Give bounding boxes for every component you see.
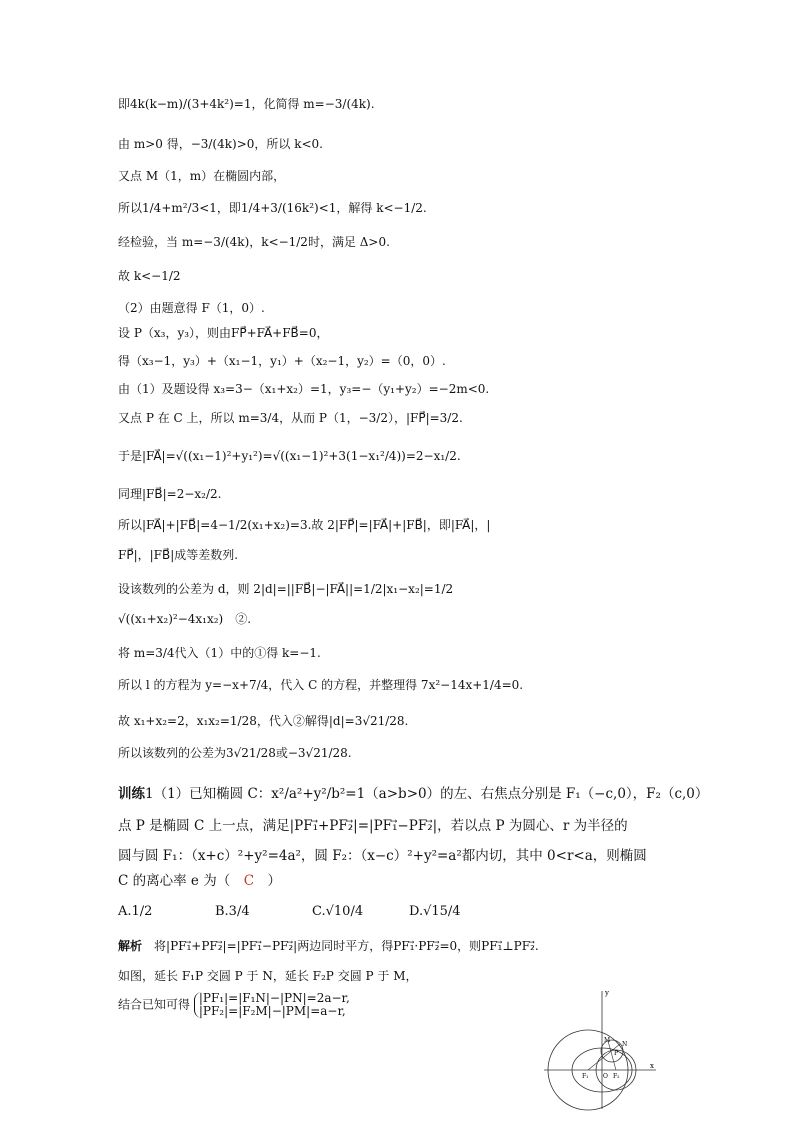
exercise-line-3: 圆与圆 F₁：（x+c）²+y²=4a²，圆 F₂：（x−c）²+y²=a²都内切，其中 0<r<a，则椭圆 [118,848,647,864]
case-brace [194,992,350,1018]
exercise-label: 训练 [118,786,145,802]
line-21: 所以该数列的公差为3√21/28或−3√21/28. [118,746,352,760]
line-19: 所以 l 的方程为 y=−x+7/4，代入 C 的方程，并整理得 7x²−14x+1/4=0. [118,678,524,692]
ellipse-circles-figure [540,985,660,1115]
label-x: x [650,1062,654,1070]
solution-line-3 [118,992,350,1018]
option-a: A.1/2 [118,904,153,919]
line-10: 由（1）及题设得 x₃=3−（x₁+x₂）=1，y₃=−（y₁+y₂）=−2m<0. [118,382,490,396]
exercise-text-4-end: ） [254,873,282,889]
line-12: 于是|FA⃗|=√((x₁−1)²+y₁²)=√((x₁−1)²+3(1−x₁²/4))=2−x₁/2. [118,449,461,463]
line-6: 故 k<−1/2 [118,269,181,283]
label-y: y [605,989,609,997]
exercise-line-1 [118,785,708,803]
label-f1: F₁ [582,1073,589,1080]
exercise-line-4 [118,872,281,890]
solution-text-3: 结合已知可得 [118,997,191,1012]
exercise-text-1: 1（1）已知椭圆 C：x²/a²+y²/b²=1（a>b>0）的左、右焦点分别是 F₁（−c,0），F₂（c,0） [145,786,709,802]
solution-text-1: 将|PF₁⃗+PF₂⃗|=|PF₁⃗−PF₂⃗|两边同时平方，得PF₁⃗·PF₂⃗=0，则PF₁⃗⊥PF₂⃗. [154,939,539,953]
exercise-text-4: C 的离心率 e 为（ [118,873,244,889]
option-d: D.√15/4 [409,904,461,919]
answer-letter: C [243,873,255,889]
line-18: 将 m=3/4代入（1）中的①得 k=−1. [118,646,321,660]
solution-line-2: 如图，延长 F₁P 交圆 P 于 N，延长 F₂P 交圆 P 于 M， [118,969,418,983]
line-4: 所以1/4+m²/3<1，即1/4+3/(16k²)<1，解得 k<−1/2. [118,201,427,215]
line-13: 同理|FB⃗|=2−x₂/2. [118,487,222,501]
label-m: M [604,1037,611,1044]
label-o: O [603,1073,608,1080]
solution-label: 解析 [118,939,143,953]
line-11: 又点 P 在 C 上，所以 m=3/4，从而 P（1，−3/2），|FP⃗|=3/2. [118,411,463,425]
label-f2: F₂ [613,1073,620,1080]
exercise-line-2: 点 P 是椭圆 C 上一点，满足|PF₁⃗+PF₂⃗|=|PF₁⃗−PF₂⃗|，若以点 P 为圆心、r 为半径的 [118,818,628,834]
line-5: 经检验，当 m=−3/(4k)，k<−1/2时，满足 Δ>0. [118,235,390,249]
case-line-2: |PF₂|=|F₂M|−|PM|=a−r, [198,1004,346,1018]
label-n: N [622,1041,628,1048]
line-16: 设该数列的公差为 d，则 2|d|=||FB⃗|−|FA⃗||=1/2|x₁−x₂|=1/2 [118,582,454,596]
option-b: B.3/4 [215,904,250,919]
option-c: C.√10/4 [312,904,364,919]
line-9: 得（x₃−1，y₃）+（x₁−1，y₁）+（x₂−1，y₂）=（0，0）. [118,354,446,368]
line-3: 又点 M（1，m）在椭圆内部， [118,169,286,183]
line-8: 设 P（x₃，y₃），则由FP⃗+FA⃗+FB⃗=0， [118,326,329,340]
line-17: √((x₁+x₂)²−4x₁x₂) ②. [118,612,252,626]
line-14: 所以|FA⃗|+|FB⃗|=4−1/2(x₁+x₂)=3.故 2|FP⃗|=|FA⃗|+|FB⃗|，即|FA⃗|，| [118,518,491,532]
line-20: 故 x₁+x₂=2，x₁x₂=1/28，代入②解得|d|=3√21/28. [118,714,409,728]
label-p: P [614,1050,619,1057]
line-15: FP⃗|，|FB⃗|成等差数列. [118,548,239,562]
case-line-1: |PF₁|=|F₁N|−|PN|=2a−r, [198,991,350,1005]
solution-line-1 [118,938,539,954]
line-7: （2）由题意得 F（1，0）. [118,301,265,315]
line-2: 由 m>0 得，−3/(4k)>0，所以 k<0. [118,137,323,151]
line-1: 即4k(k−m)/(3+4k²)=1，化简得 m=−3/(4k). [118,97,375,111]
